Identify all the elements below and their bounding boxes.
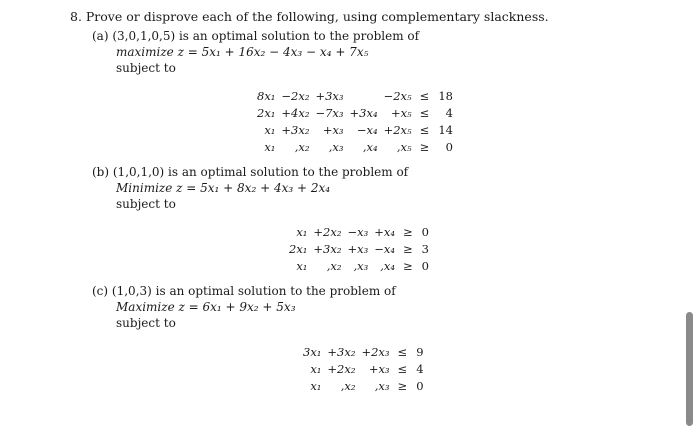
- rhs-value: 3: [421, 242, 429, 256]
- part-c-subject-to: subject to: [116, 316, 176, 330]
- term: +2x₃: [361, 345, 390, 359]
- term: ,x₃: [374, 379, 390, 393]
- relation-symbol: ≥: [397, 379, 408, 393]
- relation-symbol: ≥: [402, 225, 413, 239]
- term: ,x₄: [380, 259, 395, 273]
- part-c-statement: [92, 284, 396, 298]
- part-c-label: (c): [92, 284, 109, 298]
- part-a-constraints: [254, 88, 456, 156]
- term: +3x₂: [313, 242, 342, 256]
- term: x₁: [310, 362, 322, 376]
- part-a-objective: maximize z = 5x₁ + 16x₂ − 4x₃ − x₄ + 7x₅: [116, 45, 369, 59]
- part-b-constraints: [286, 224, 432, 275]
- term: +x₄: [374, 225, 395, 239]
- term: ,x₄: [362, 140, 378, 154]
- term: ,x₂: [294, 140, 310, 154]
- rhs-value: 4: [445, 106, 453, 120]
- term: −7x₃: [315, 106, 344, 120]
- term: +x₃: [368, 362, 390, 376]
- part-a-label: (a): [92, 29, 109, 43]
- term: +x₃: [347, 242, 369, 256]
- constraint-row: [254, 88, 456, 105]
- part-a-text: (3,0,1,0,5) is an optimal solution to the problem of: [112, 29, 420, 43]
- constraint-row: [254, 122, 456, 139]
- term: +2x₂: [313, 225, 342, 239]
- term: +4x₂: [281, 106, 310, 120]
- vertical-scrollbar[interactable]: [686, 312, 693, 426]
- term: x₁: [296, 259, 308, 273]
- part-b-label: (b): [92, 165, 110, 179]
- rhs-value: 0: [416, 379, 424, 393]
- rhs-value: 0: [445, 140, 453, 154]
- part-b-objective: Minimize z = 5x₁ + 8x₂ + 4x₃ + 2x₄: [116, 181, 331, 195]
- term: x₁: [296, 225, 308, 239]
- term: +3x₂: [281, 123, 310, 137]
- term: −x₄: [356, 123, 378, 137]
- term: ,x₅: [396, 140, 412, 154]
- term: x₁: [310, 379, 322, 393]
- constraint-row: [286, 224, 432, 241]
- rhs-value: 0: [421, 225, 429, 239]
- part-b-statement: [92, 165, 408, 179]
- rhs-value: 4: [416, 362, 424, 376]
- term: −2x₂: [281, 89, 310, 103]
- relation-symbol: ≤: [419, 89, 430, 103]
- term: +3x₄: [349, 106, 378, 120]
- relation-symbol: ≤: [419, 123, 430, 137]
- problem-heading: 8. Prove or disprove each of the following, using complementary slackness.: [70, 9, 549, 24]
- part-c-constraints: [300, 344, 427, 395]
- term: 2x₁: [289, 242, 308, 256]
- rhs-value: 0: [421, 259, 429, 273]
- term: ,x₂: [326, 259, 342, 273]
- constraint-row: [286, 241, 432, 258]
- constraint-row: [254, 105, 456, 122]
- term: x₁: [264, 140, 276, 154]
- relation-symbol: ≥: [402, 242, 413, 256]
- term: 2x₁: [257, 106, 276, 120]
- constraint-row: [300, 344, 427, 361]
- term: ,x₃: [328, 140, 344, 154]
- rhs-value: 9: [416, 345, 424, 359]
- rhs-value: 18: [438, 89, 453, 103]
- rhs-value: 14: [438, 123, 453, 137]
- term: +x₃: [322, 123, 344, 137]
- term: [347, 88, 381, 105]
- constraint-row: [254, 139, 456, 156]
- relation-symbol: ≥: [419, 140, 430, 154]
- term: +2x₅: [383, 123, 412, 137]
- term: x₁: [264, 123, 276, 137]
- relation-symbol: ≤: [419, 106, 430, 120]
- part-b-subject-to: subject to: [116, 197, 176, 211]
- part-b-text: (1,0,1,0) is an optimal solution to the problem of: [112, 165, 409, 179]
- term: −x₄: [374, 242, 395, 256]
- part-c-text: (1,0,3) is an optimal solution to the problem of: [111, 284, 396, 298]
- term: +3x₂: [327, 345, 356, 359]
- part-a-subject-to: subject to: [116, 61, 176, 75]
- part-c-objective: Maximize z = 6x₁ + 9x₂ + 5x₃: [116, 300, 296, 314]
- term: +2x₂: [327, 362, 356, 376]
- term: 8x₁: [257, 89, 276, 103]
- constraint-row: [286, 258, 432, 275]
- term: ,x₂: [340, 379, 356, 393]
- term: −2x₅: [383, 89, 412, 103]
- relation-symbol: ≥: [402, 259, 413, 273]
- constraint-row: [300, 361, 427, 378]
- term: +x₅: [390, 106, 412, 120]
- term: ,x₃: [353, 259, 369, 273]
- relation-symbol: ≤: [397, 362, 408, 376]
- term: +3x₃: [315, 89, 344, 103]
- part-a-statement: [92, 29, 419, 43]
- term: 3x₁: [303, 345, 322, 359]
- constraint-row: [300, 378, 427, 395]
- term: −x₃: [347, 225, 369, 239]
- relation-symbol: ≤: [397, 345, 408, 359]
